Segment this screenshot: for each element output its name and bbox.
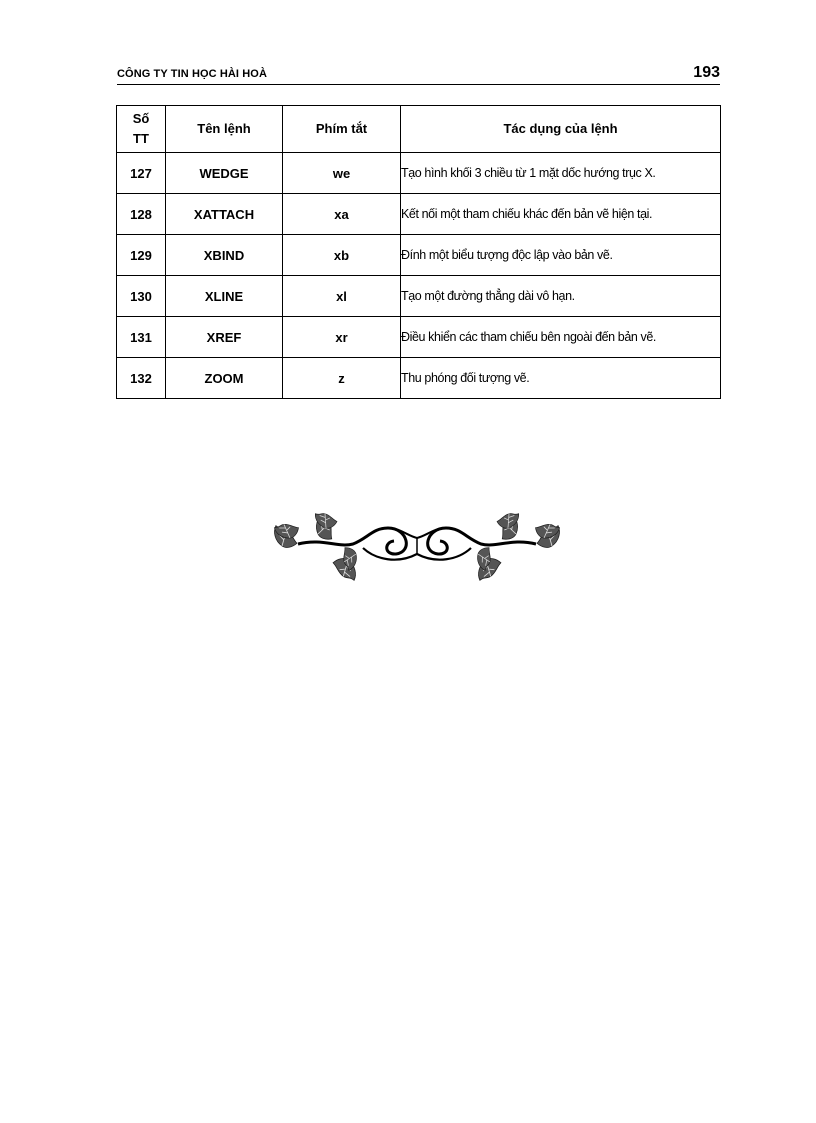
command-shortcut: xa bbox=[283, 194, 401, 235]
column-header-stt bbox=[117, 106, 166, 153]
command-shortcut: xr bbox=[283, 317, 401, 358]
command-description: Đính một biểu tượng độc lập vào bản vẽ. bbox=[401, 235, 721, 276]
row-number: 129 bbox=[117, 235, 166, 276]
command-description: Kết nối một tham chiếu khác đến bản vẽ hiện tại. bbox=[401, 194, 721, 235]
table-row bbox=[117, 235, 721, 276]
column-header-stt-line2: TT bbox=[133, 131, 149, 146]
row-number: 128 bbox=[117, 194, 166, 235]
floral-ornament-divider bbox=[268, 508, 566, 582]
table-row bbox=[117, 358, 721, 399]
page-number: 193 bbox=[693, 64, 720, 81]
table-row bbox=[117, 153, 721, 194]
command-table bbox=[116, 105, 721, 399]
column-header-shortcut: Phím tắt bbox=[283, 106, 401, 153]
table-row bbox=[117, 194, 721, 235]
row-number: 132 bbox=[117, 358, 166, 399]
company-name: CÔNG TY TIN HỌC HÀI HOÀ bbox=[117, 68, 267, 80]
command-name: WEDGE bbox=[166, 153, 283, 194]
command-shortcut: we bbox=[283, 153, 401, 194]
command-name: XREF bbox=[166, 317, 283, 358]
row-number: 131 bbox=[117, 317, 166, 358]
command-description: Thu phóng đối tượng vẽ. bbox=[401, 358, 721, 399]
row-number: 127 bbox=[117, 153, 166, 194]
column-header-stt-line1: Số bbox=[132, 111, 150, 126]
table-row bbox=[117, 276, 721, 317]
page-header bbox=[117, 64, 720, 85]
table-header-row bbox=[117, 106, 721, 153]
column-header-effect: Tác dụng của lệnh bbox=[401, 106, 721, 153]
command-name: XBIND bbox=[166, 235, 283, 276]
command-name: ZOOM bbox=[166, 358, 283, 399]
command-shortcut: z bbox=[283, 358, 401, 399]
command-description: Điều khiển các tham chiếu bên ngoài đến bản vẽ. bbox=[401, 317, 721, 358]
row-number: 130 bbox=[117, 276, 166, 317]
command-description: Tạo một đường thẳng dài vô hạn. bbox=[401, 276, 721, 317]
vine-scroll bbox=[298, 528, 536, 560]
table-row bbox=[117, 317, 721, 358]
column-header-name: Tên lệnh bbox=[166, 106, 283, 153]
command-shortcut: xl bbox=[283, 276, 401, 317]
command-description: Tạo hình khối 3 chiều từ 1 mặt dốc hướng trục X. bbox=[401, 153, 721, 194]
command-name: XLINE bbox=[166, 276, 283, 317]
command-shortcut: xb bbox=[283, 235, 401, 276]
command-name: XATTACH bbox=[166, 194, 283, 235]
